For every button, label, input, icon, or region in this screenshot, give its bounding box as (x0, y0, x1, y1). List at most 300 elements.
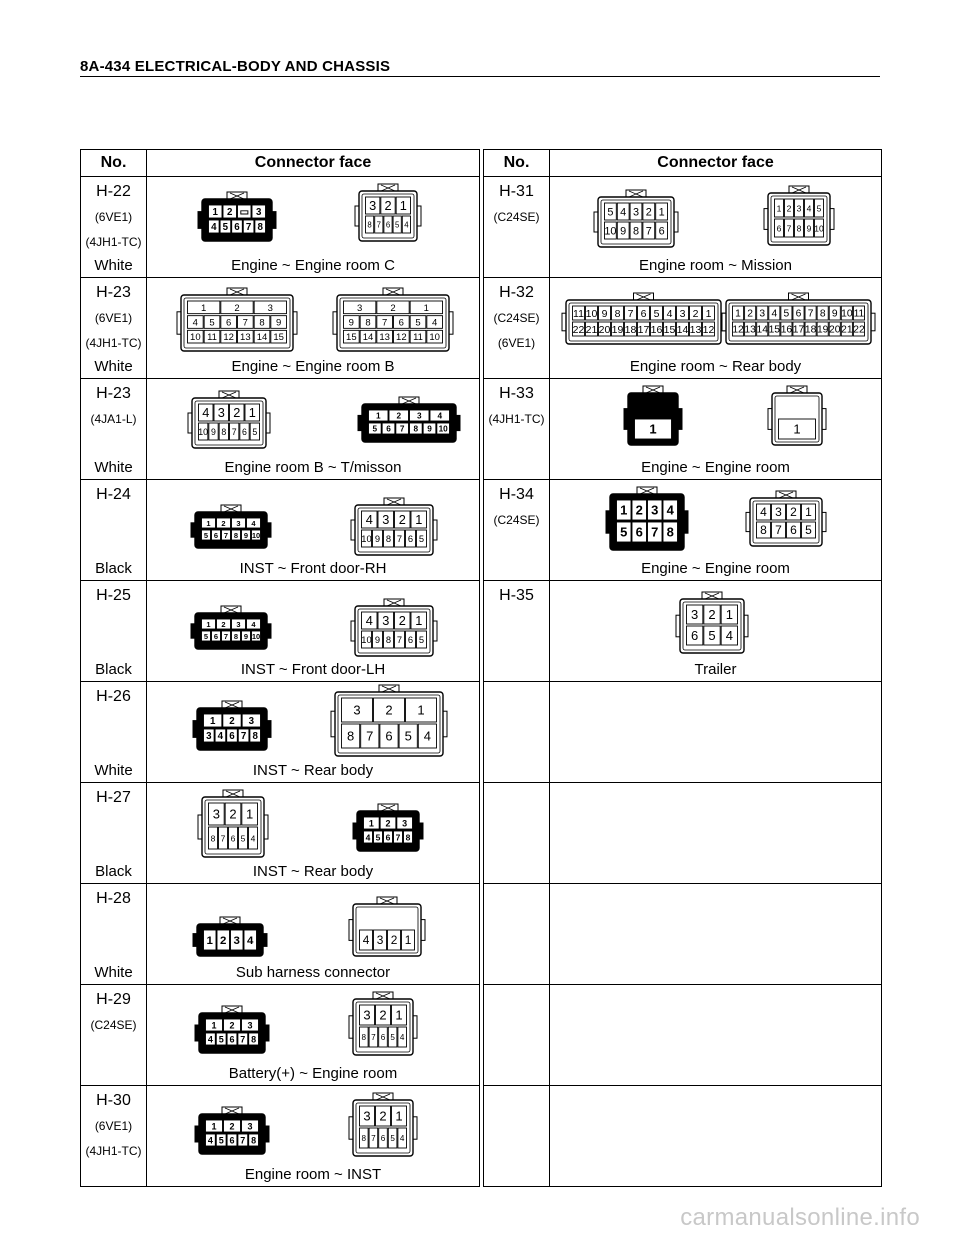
pin-label: 4 (399, 1134, 405, 1144)
connector-id: H-26 (96, 688, 131, 705)
pin-label: 6 (658, 225, 665, 238)
pin-label: 11 (573, 307, 584, 320)
pin-label: 5 (390, 1134, 395, 1144)
pin-label: 3 (363, 1108, 371, 1124)
pin-label: 3 (267, 302, 273, 314)
connector-caption: Engine ~ Engine room C (231, 257, 395, 274)
connector-face-1 (195, 1107, 269, 1154)
pin-label: 5 (653, 307, 660, 320)
pin-label: 10 (361, 634, 372, 645)
pin-label: 4 (760, 505, 767, 520)
pin-label: 7 (240, 1034, 246, 1045)
pin-label: 5 (418, 634, 425, 645)
pin-label: 7 (223, 530, 229, 540)
connector-diagram (147, 581, 480, 661)
pin-label: 10 (438, 424, 448, 434)
pin-label: 3 (691, 606, 699, 622)
pin-label: 4 (666, 502, 674, 518)
pin-label: 2 (220, 935, 227, 948)
pin-label: 6 (386, 424, 391, 434)
pin-label: 1 (206, 619, 211, 629)
connector-no-cell (81, 783, 147, 884)
empty-cell (484, 682, 550, 783)
connector-id: H-33 (499, 385, 534, 402)
col-header-face: Connector face (550, 150, 882, 177)
pin-label: 15 (768, 324, 781, 336)
pin-label: 2 (233, 404, 241, 420)
pin-label: 1 (793, 421, 801, 437)
pin-label: 8 (614, 307, 621, 320)
pin-label: 4 (247, 935, 254, 948)
connector-face-cell (550, 379, 882, 480)
pin-label: 1 (246, 806, 254, 822)
connector-face-1 (594, 190, 678, 247)
connector-caption: INST ~ Rear body (252, 762, 374, 779)
connector-face-cell (147, 682, 480, 783)
connector-face-cell (550, 480, 882, 581)
connector-id: H-23 (96, 385, 131, 402)
pin-label: 1 (211, 1020, 217, 1031)
pin-label: 4 (432, 317, 438, 329)
connector-face-2 (349, 992, 417, 1055)
pin-label: 2 (229, 716, 235, 728)
pin-label: 17 (792, 324, 805, 336)
connector-face-2 (722, 293, 875, 344)
pin-label: 3 (233, 935, 240, 948)
pin-label: 8 (233, 631, 239, 641)
pin-label: 8 (346, 728, 355, 744)
table-row (81, 379, 882, 480)
pin-label: 19 (816, 324, 829, 336)
connector-caption: Trailer (694, 661, 737, 678)
empty-cell (550, 884, 882, 985)
pin-label: 22 (853, 324, 865, 336)
pin-label: 2 (229, 1121, 235, 1132)
empty-cell (550, 985, 882, 1086)
pin-label: 6 (226, 317, 232, 329)
connector-id: H-31 (499, 183, 534, 200)
pin-label: 12 (732, 324, 744, 336)
pin-label: 12 (396, 332, 407, 344)
pin-label: 14 (676, 323, 689, 336)
pin-label: 5 (607, 206, 614, 219)
table-row (81, 682, 882, 783)
pin-label: 2 (398, 511, 406, 527)
pin-label: 4 (423, 728, 432, 744)
pin-label: 8 (405, 832, 411, 843)
pin-label: 7 (651, 524, 659, 540)
pin-label: 1 (212, 207, 218, 219)
table-row (81, 884, 882, 985)
pin-label: 5 (222, 222, 229, 234)
pin-label: 8 (367, 220, 372, 230)
pin-label: 3 (382, 612, 390, 628)
pin-label: 7 (371, 1134, 376, 1144)
pin-label: 10 (251, 530, 261, 540)
pin-label: 3 (759, 308, 766, 320)
pin-label: 3 (236, 518, 241, 528)
connector-caption: Engine ~ Engine room (641, 560, 790, 577)
connector-diagram (550, 177, 882, 257)
pin-label: 4 (251, 518, 256, 528)
pin-label: 3 (206, 731, 212, 743)
connector-caption: Engine room ~ Mission (639, 257, 792, 274)
pin-label: 6 (398, 317, 404, 329)
pin-label: 5 (404, 728, 412, 744)
pin-label: 1 (368, 818, 374, 829)
pin-label: 8 (251, 1135, 257, 1146)
connector-no-cell (81, 480, 147, 581)
connector-diagram (550, 581, 882, 661)
pin-label: 7 (645, 225, 652, 238)
pin-label: 11 (413, 332, 423, 344)
pin-label: 1 (248, 404, 256, 420)
connector-face-cell (147, 1086, 480, 1187)
pin-label: 10 (251, 631, 261, 641)
connector-diagram (147, 884, 480, 964)
connector-caption: Engine room B ~ T/misson (224, 459, 402, 476)
pin-label: 8 (385, 533, 392, 544)
engine-variant: (6VE1) (94, 210, 133, 224)
connector-face-2 (349, 1093, 417, 1156)
connector-no-cell (81, 1086, 147, 1187)
pin-label: 3 (376, 933, 384, 948)
pin-label: ▭ (239, 207, 249, 219)
pin-label: 17 (637, 323, 650, 336)
connector-id: H-29 (96, 991, 131, 1008)
connector-caption: Engine ~ Engine room (641, 459, 790, 476)
pin-label: 14 (756, 324, 768, 336)
pin-label: 9 (620, 225, 627, 238)
engine-variant: (4JA1-L) (90, 412, 137, 426)
table-row (81, 783, 882, 884)
connector-face-1 (624, 386, 682, 445)
pin-label: 2 (229, 1020, 235, 1031)
pin-label: 1 (399, 197, 407, 213)
pin-label: 15 (346, 332, 357, 344)
pin-label: 7 (231, 426, 237, 437)
pin-label: 2 (385, 702, 393, 718)
connector-id: H-23 (96, 284, 131, 301)
pin-label: 21 (585, 323, 598, 336)
connector-caption: INST ~ Front door-RH (239, 560, 387, 577)
pin-label: 10 (585, 307, 598, 320)
empty-cell (484, 985, 550, 1086)
pin-label: 6 (635, 524, 643, 540)
pin-label: 7 (245, 222, 252, 234)
pin-label: 2 (692, 307, 699, 320)
pin-label: 15 (273, 332, 284, 344)
connector-face-cell (550, 278, 882, 379)
pin-label: 8 (210, 833, 216, 844)
table-row (81, 985, 882, 1086)
engine-variant: (6VE1) (94, 1119, 133, 1133)
connector-face-2 (358, 397, 460, 442)
pin-label: 4 (211, 222, 217, 234)
connector-id: H-30 (96, 1092, 131, 1109)
pin-label: 7 (371, 1033, 376, 1043)
connector-diagram (147, 1086, 480, 1166)
connector-color: White (94, 762, 133, 779)
connector-id: H-28 (96, 890, 131, 907)
connector-diagram (147, 480, 480, 560)
connector-face-2 (333, 288, 453, 351)
connector-no-cell (484, 177, 550, 278)
pin-label: 5 (805, 523, 812, 538)
pin-label: 14 (256, 332, 268, 344)
pin-label: 4 (771, 308, 778, 320)
connector-diagram (147, 379, 480, 459)
pin-label: 5 (708, 627, 716, 643)
col-header-face: Connector face (147, 150, 480, 177)
pin-label: 14 (362, 332, 374, 344)
pin-label: 3 (796, 203, 802, 214)
connector-face-cell (147, 480, 480, 581)
engine-variant: (C24SE) (493, 210, 540, 224)
pin-label: 13 (689, 323, 702, 336)
pin-label: 7 (399, 424, 405, 434)
pin-label: 8 (361, 1134, 367, 1144)
pin-label: 6 (380, 1134, 386, 1144)
connector-face-cell (147, 985, 480, 1086)
pin-label: 8 (257, 222, 263, 234)
connector-id: H-32 (499, 284, 534, 301)
pin-label: 3 (679, 307, 686, 320)
pin-label: 8 (413, 424, 419, 434)
pin-label: 7 (240, 1135, 246, 1146)
connector-face-cell (147, 278, 480, 379)
pin-label: 6 (213, 631, 219, 641)
pin-label: 7 (376, 220, 381, 230)
pin-label: 3 (247, 1121, 253, 1132)
connector-id: H-35 (499, 587, 534, 604)
connector-face-cell (550, 581, 882, 682)
pin-label: 3 (363, 1007, 371, 1023)
pin-label: 6 (385, 220, 391, 230)
table-row (81, 278, 882, 379)
connector-face-2 (355, 184, 421, 241)
pin-label: 1 (395, 1108, 403, 1124)
pin-label: 3 (632, 206, 640, 219)
pin-label: 2 (398, 612, 406, 628)
connector-caption: Engine room ~ Rear body (629, 358, 802, 375)
connector-face-1 (198, 192, 276, 241)
pin-label: 9 (427, 424, 432, 434)
pin-label: 3 (416, 411, 422, 421)
pin-label: 4 (207, 1135, 213, 1146)
pin-label: 8 (666, 524, 674, 540)
pin-label: 1 (415, 612, 423, 628)
pin-label: 9 (243, 631, 249, 641)
table-row (81, 1086, 882, 1187)
pin-label: 2 (747, 308, 753, 320)
pin-label: 7 (240, 731, 247, 743)
pin-label: 3 (247, 1020, 253, 1031)
pin-label: 18 (804, 324, 817, 336)
connector-caption: Engine ~ Engine room B (231, 358, 395, 375)
connector-color: Black (95, 863, 132, 880)
pin-label: 2 (786, 203, 792, 214)
connector-face-1 (198, 790, 268, 857)
pin-label: 8 (251, 1034, 257, 1045)
connector-no-cell (81, 177, 147, 278)
pin-label: 2 (227, 207, 233, 219)
pin-label: 6 (407, 634, 414, 645)
connector-no-cell (484, 480, 550, 581)
empty-cell (484, 884, 550, 985)
pin-label: 10 (198, 426, 209, 437)
pin-label: 1 (395, 1007, 403, 1023)
pin-label: 7 (807, 308, 814, 320)
pin-label: 4 (725, 627, 733, 643)
pin-label: 7 (223, 631, 229, 641)
pin-label: 6 (776, 223, 782, 234)
pin-label: 3 (775, 505, 782, 520)
pin-label: 10 (841, 308, 853, 320)
pin-label: 2 (790, 505, 797, 520)
pin-label: 6 (795, 308, 802, 320)
engine-variant: (4JH1-TC) (85, 235, 142, 249)
pin-label: 2 (390, 933, 398, 948)
pin-label: 5 (203, 631, 209, 641)
empty-cell (550, 1086, 882, 1187)
pin-label: 3 (217, 404, 225, 420)
pin-label: 1 (211, 1121, 217, 1132)
header-rule (80, 76, 880, 77)
pin-label: 11 (207, 332, 217, 344)
pin-label: 3 (402, 818, 408, 829)
connector-face-2 (349, 897, 425, 956)
pin-label: 10 (429, 332, 440, 344)
pin-label: 4 (192, 317, 198, 329)
connector-id: H-24 (96, 486, 131, 503)
pin-label: 19 (611, 323, 624, 336)
pin-label: 9 (348, 317, 354, 329)
pin-label: 1 (375, 411, 381, 421)
connector-face-1 (562, 293, 725, 344)
pin-label: 8 (221, 426, 227, 437)
pin-label: 12 (702, 323, 715, 336)
pin-label: 5 (415, 317, 421, 329)
engine-variant: (C24SE) (493, 513, 540, 527)
pin-label: 4 (362, 933, 370, 948)
pin-label: 5 (395, 220, 400, 230)
connector-face-cell (147, 783, 480, 884)
connector-id: H-22 (96, 183, 131, 200)
pin-label: 9 (374, 634, 381, 645)
connector-diagram (550, 379, 882, 459)
pin-label: 1 (423, 302, 429, 314)
connector-caption: Engine room ~ INST (244, 1166, 382, 1183)
pin-label: 8 (365, 317, 371, 329)
pin-label: 8 (632, 225, 640, 238)
pin-label: 1 (649, 421, 657, 437)
connector-face-1 (193, 917, 267, 956)
engine-variant: (C24SE) (493, 311, 540, 325)
pin-label: 1 (209, 716, 216, 728)
pin-label: 13 (240, 332, 251, 344)
pin-label: 2 (635, 502, 643, 518)
pin-label: 1 (705, 307, 712, 320)
connector-face-1 (191, 606, 271, 649)
table-row (81, 177, 882, 278)
pin-label: 8 (385, 634, 392, 645)
pin-label: 4 (251, 619, 256, 629)
pin-label: 6 (234, 222, 240, 234)
pin-label: 6 (242, 426, 247, 437)
connector-face-cell (550, 177, 882, 278)
pin-label: 4 (620, 206, 627, 219)
pin-label: 7 (396, 634, 403, 645)
col-header-no: No. (81, 150, 147, 177)
pin-label: 4 (207, 1034, 213, 1045)
connector-face-1 (188, 391, 270, 448)
pin-label: 20 (598, 323, 611, 336)
pin-label: 2 (229, 806, 237, 822)
pin-label: 8 (760, 523, 767, 538)
pin-label: 2 (379, 1007, 387, 1023)
pin-label: 9 (831, 308, 838, 320)
connector-face-2 (351, 599, 437, 656)
pin-label: 20 (829, 324, 841, 336)
connector-face-cell (147, 177, 480, 278)
engine-variant: (4JH1-TC) (85, 336, 142, 350)
pin-label: 18 (624, 323, 637, 336)
pin-label: 8 (259, 317, 265, 329)
pin-label: 1 (404, 933, 412, 948)
pin-label: 6 (385, 728, 393, 744)
pin-label: 1 (725, 606, 733, 622)
connector-caption: Battery(+) ~ Engine room (228, 1065, 398, 1082)
pin-label: 4 (217, 731, 224, 743)
connector-no-cell (484, 278, 550, 379)
connector-no-cell (81, 682, 147, 783)
connector-face-1 (191, 505, 271, 548)
pin-label: 2 (221, 619, 226, 629)
pin-label: 5 (240, 833, 246, 844)
connector-no-cell (81, 278, 147, 379)
pin-label: 8 (252, 731, 258, 743)
pin-label: 8 (819, 308, 826, 320)
pin-label: 1 (415, 511, 423, 527)
table-row (81, 581, 882, 682)
connector-no-cell (484, 379, 550, 480)
pin-label: 9 (276, 317, 282, 329)
pin-label: 7 (786, 223, 792, 234)
connector-face-1 (193, 701, 271, 750)
pin-label: 16 (780, 324, 793, 336)
pin-label: 7 (627, 307, 634, 320)
pin-label: 2 (396, 411, 402, 421)
pin-label: 13 (379, 332, 390, 344)
pin-label: 1 (620, 502, 628, 518)
pin-label: 5 (218, 1135, 224, 1146)
engine-variant: (C24SE) (90, 1018, 137, 1032)
connector-face-cell (147, 581, 480, 682)
pin-label: 5 (209, 317, 215, 329)
pin-label: 9 (806, 223, 812, 234)
empty-cell (550, 783, 882, 884)
pin-label: 2 (645, 206, 652, 219)
pin-label: 2 (379, 1108, 387, 1124)
connector-diagram (147, 783, 480, 863)
engine-variant: (4JH1-TC) (488, 412, 545, 426)
pin-label: 7 (775, 523, 782, 538)
connector-id: H-34 (499, 486, 534, 503)
connector-face-2 (764, 186, 834, 245)
table-row (81, 480, 882, 581)
pin-label: 6 (385, 832, 391, 843)
